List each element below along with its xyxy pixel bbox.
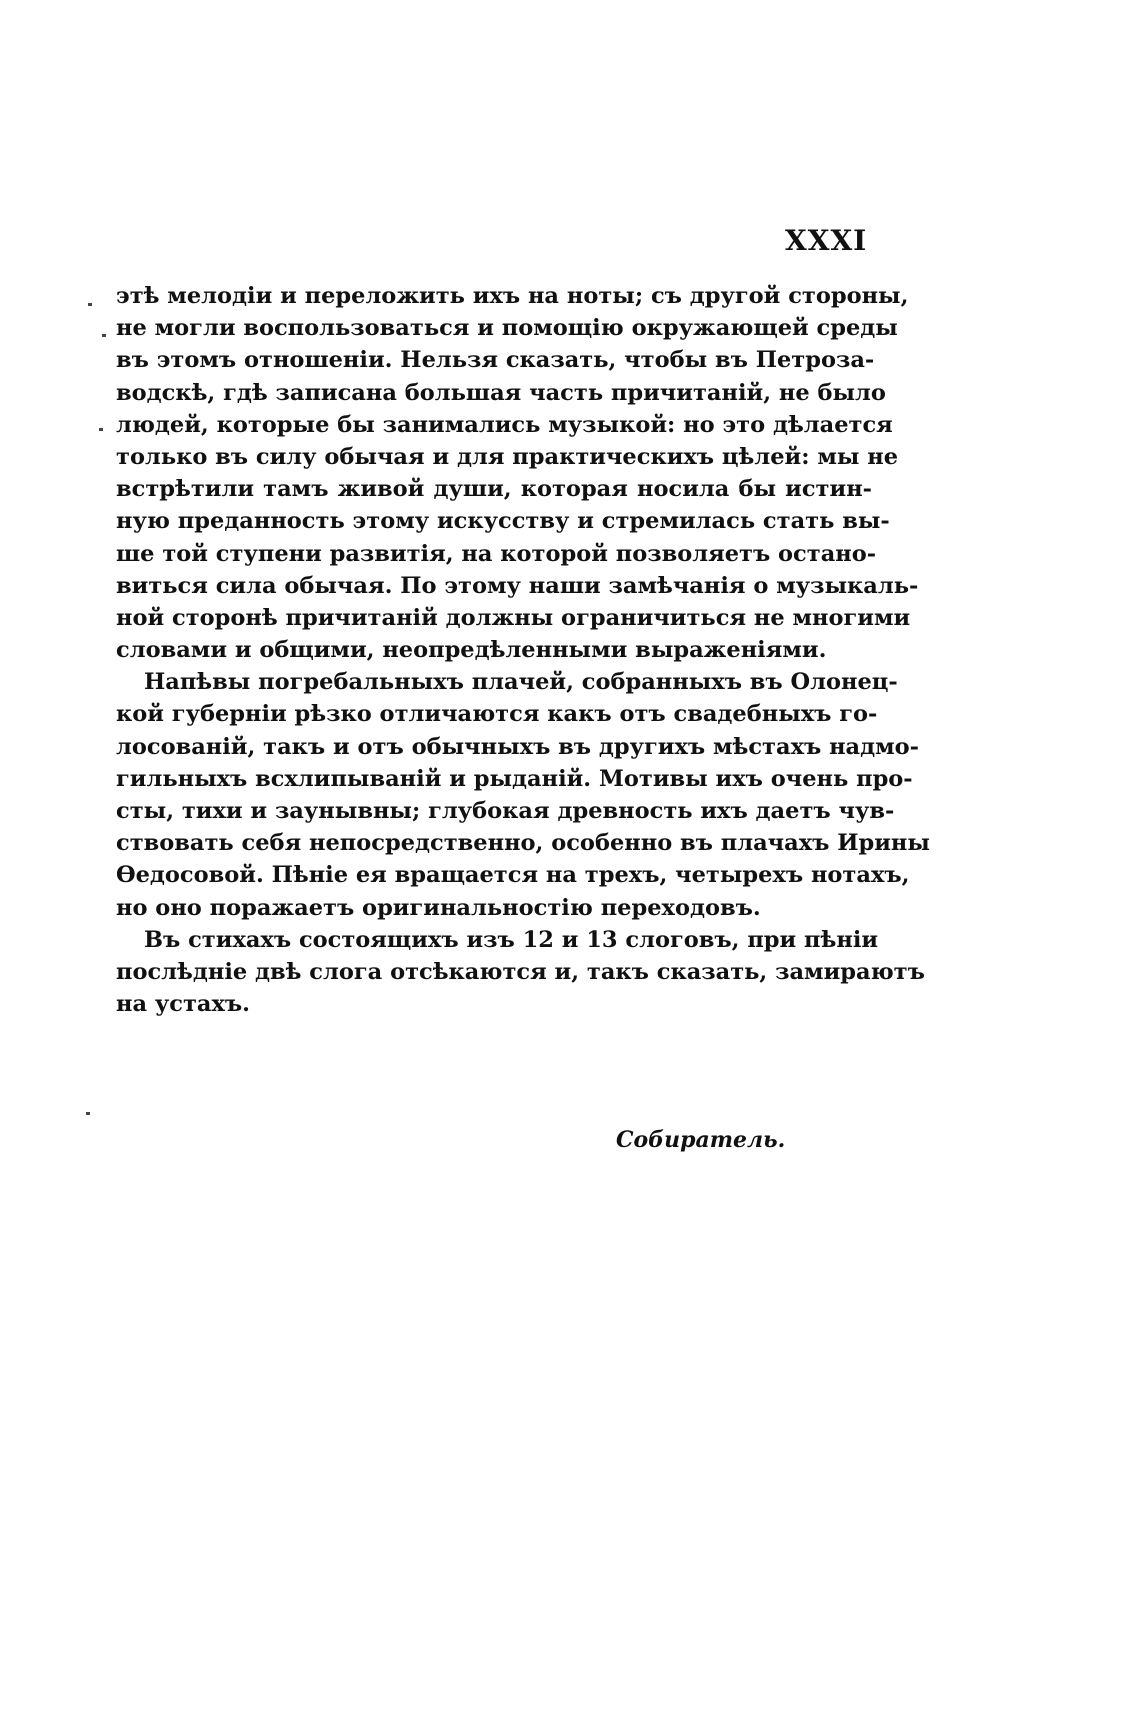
text-line: людей, которые бы занимались музыкой: но это дѣлается (116, 411, 893, 438)
body-text (116, 280, 930, 1020)
text-line: словами и общими, неопредѣленными выраженіями. (116, 637, 827, 664)
text-line: этѣ мелодіи и переложить ихъ на ноты; съ другой стороны, (116, 283, 909, 309)
text-line: ной сторонѣ причитаній должны ограничиться не многими (116, 604, 911, 631)
text-line: ствовать себя непосредственно, особенно въ плачахъ Ирины (116, 830, 930, 857)
text-line: гильныхъ всхлипываній и рыданій. Мотивы ихъ очень про- (116, 765, 913, 792)
text-line: лосованій, такъ и отъ обычныхъ въ другихъ мѣстахъ надмо- (116, 733, 920, 760)
text-line: не могли воспользоваться и помощію окружающей среды (116, 315, 898, 342)
text-line: кой губерніи рѣзко отличаются какъ отъ свадебныхъ го- (116, 701, 878, 728)
text-line: ше той ступени развитія, на которой позволяетъ остано- (116, 540, 877, 567)
margin-speck (102, 334, 106, 337)
text-line: виться сила обычая. По этому наши замѣчанія о музыкаль- (116, 572, 919, 599)
margin-speck (88, 303, 92, 306)
text-line: послѣдніе двѣ слога отсѣкаются и, такъ сказать, замираютъ (116, 958, 925, 985)
page-number: XXXI (785, 224, 868, 257)
text-line: сты, тихи и заунывны; глубокая древность ихъ даетъ чув- (116, 798, 895, 824)
text-line: Ѳедосовой. Пѣніе ея вращается на трехъ, четырехъ нотахъ, (116, 862, 910, 889)
text-line: встрѣтили тамъ живой души, которая носила бы истин- (116, 476, 872, 503)
text-line: водскѣ, гдѣ записана большая часть причитаній, не было (116, 379, 886, 406)
signature: Собиратель. (616, 1127, 786, 1153)
text-line: но оно поражаетъ оригинальностію переходовъ. (116, 894, 761, 921)
text-line: ную преданность этому искусству и стремилась стать вы- (116, 508, 890, 535)
margin-speck (86, 1112, 90, 1115)
text-line: на устахъ. (116, 991, 251, 1018)
text-line: только въ силу обычая и для практическихъ цѣлей: мы не (116, 443, 899, 470)
text-line: въ этомъ отношеніи. Нельзя сказать, чтобы въ Петроза- (116, 347, 875, 374)
text-line: Напѣвы погребальныхъ плачей, собранныхъ въ Олонец- (144, 669, 898, 696)
margin-speck (99, 428, 103, 431)
text-line: Въ стихахъ состоящихъ изъ 12 и 13 слоговъ, при пѣніи (144, 926, 879, 953)
